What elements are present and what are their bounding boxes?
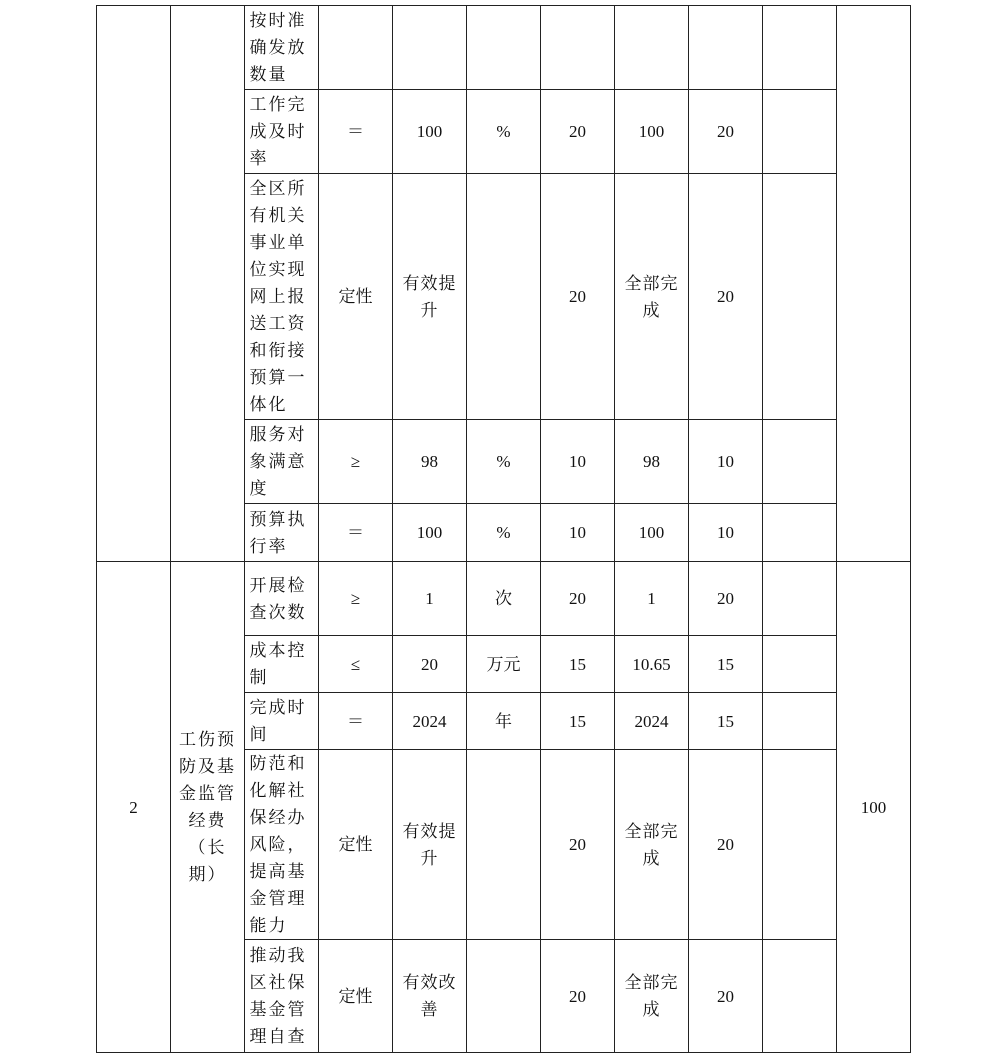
operator-cell: ≥ (319, 420, 393, 504)
remark-cell (763, 693, 837, 750)
score-cell: 10 (689, 504, 763, 562)
target-cell: 100 (393, 90, 467, 174)
weight-cell: 20 (541, 174, 615, 420)
actual-cell: 10.65 (615, 636, 689, 693)
unit-cell: 万元 (467, 636, 541, 693)
indicator-cell: 工作完成及时率 (245, 90, 319, 174)
performance-table (96, 5, 911, 1053)
unit-cell: % (467, 420, 541, 504)
target-cell: 2024 (393, 693, 467, 750)
score-cell: 20 (689, 562, 763, 636)
target-cell: 100 (393, 504, 467, 562)
target-cell: 20 (393, 636, 467, 693)
weight-cell: 10 (541, 420, 615, 504)
actual-cell: 100 (615, 90, 689, 174)
score-cell: 20 (689, 174, 763, 420)
total-cell: 100 (837, 562, 911, 1053)
remark-cell (763, 6, 837, 90)
operator-cell: 定性 (319, 940, 393, 1053)
operator-cell: ≤ (319, 636, 393, 693)
indicator-cell: 预算执行率 (245, 504, 319, 562)
remark-cell (763, 90, 837, 174)
operator-cell: 定性 (319, 750, 393, 940)
indicator-cell: 全区所有机关事业单位实现网上报送工资和衔接预算一体化 (245, 174, 319, 420)
unit-cell: % (467, 90, 541, 174)
operator-cell: ＝ (319, 693, 393, 750)
operator-cell: ≥ (319, 562, 393, 636)
target-cell: 有效提升 (393, 750, 467, 940)
score-cell: 15 (689, 636, 763, 693)
indicator-cell: 完成时间 (245, 693, 319, 750)
operator-cell: ＝ (319, 504, 393, 562)
weight-cell: 20 (541, 750, 615, 940)
actual-cell: 2024 (615, 693, 689, 750)
remark-cell (763, 562, 837, 636)
table-row (97, 562, 911, 636)
score-cell: 20 (689, 750, 763, 940)
score-cell: 15 (689, 693, 763, 750)
project-cell: 工伤预防及基金监管经费（长期） (171, 562, 245, 1053)
table-row (97, 6, 911, 90)
indicator-cell: 服务对象满意度 (245, 420, 319, 504)
score-cell (689, 6, 763, 90)
actual-cell: 全部完成 (615, 750, 689, 940)
actual-cell (615, 6, 689, 90)
weight-cell: 15 (541, 636, 615, 693)
score-cell: 20 (689, 940, 763, 1053)
seq-cell: 2 (97, 562, 171, 1053)
unit-cell: % (467, 504, 541, 562)
target-cell: 有效改善 (393, 940, 467, 1053)
remark-cell (763, 636, 837, 693)
seq-cell (97, 6, 171, 562)
target-cell: 1 (393, 562, 467, 636)
project-cell (171, 6, 245, 562)
remark-cell (763, 174, 837, 420)
actual-cell: 全部完成 (615, 174, 689, 420)
actual-cell: 100 (615, 504, 689, 562)
indicator-cell: 开展检查次数 (245, 562, 319, 636)
weight-cell: 15 (541, 693, 615, 750)
target-cell: 有效提升 (393, 174, 467, 420)
remark-cell (763, 504, 837, 562)
operator-cell: ＝ (319, 90, 393, 174)
target-cell: 98 (393, 420, 467, 504)
actual-cell: 1 (615, 562, 689, 636)
unit-cell (467, 6, 541, 90)
weight-cell (541, 6, 615, 90)
unit-cell (467, 174, 541, 420)
weight-cell: 20 (541, 562, 615, 636)
weight-cell: 20 (541, 90, 615, 174)
indicator-cell: 防范和化解社保经办风险，提高基金管理能力 (245, 750, 319, 940)
actual-cell: 全部完成 (615, 940, 689, 1053)
score-cell: 10 (689, 420, 763, 504)
unit-cell (467, 750, 541, 940)
actual-cell: 98 (615, 420, 689, 504)
target-cell (393, 6, 467, 90)
remark-cell (763, 940, 837, 1053)
total-cell (837, 6, 911, 562)
operator-cell: 定性 (319, 174, 393, 420)
indicator-cell: 成本控制 (245, 636, 319, 693)
indicator-cell: 推动我区社保基金管理自查 (245, 940, 319, 1053)
score-cell: 20 (689, 90, 763, 174)
remark-cell (763, 420, 837, 504)
remark-cell (763, 750, 837, 940)
unit-cell: 次 (467, 562, 541, 636)
operator-cell (319, 6, 393, 90)
weight-cell: 10 (541, 504, 615, 562)
weight-cell: 20 (541, 940, 615, 1053)
unit-cell (467, 940, 541, 1053)
unit-cell: 年 (467, 693, 541, 750)
indicator-cell: 按时准确发放数量 (245, 6, 319, 90)
